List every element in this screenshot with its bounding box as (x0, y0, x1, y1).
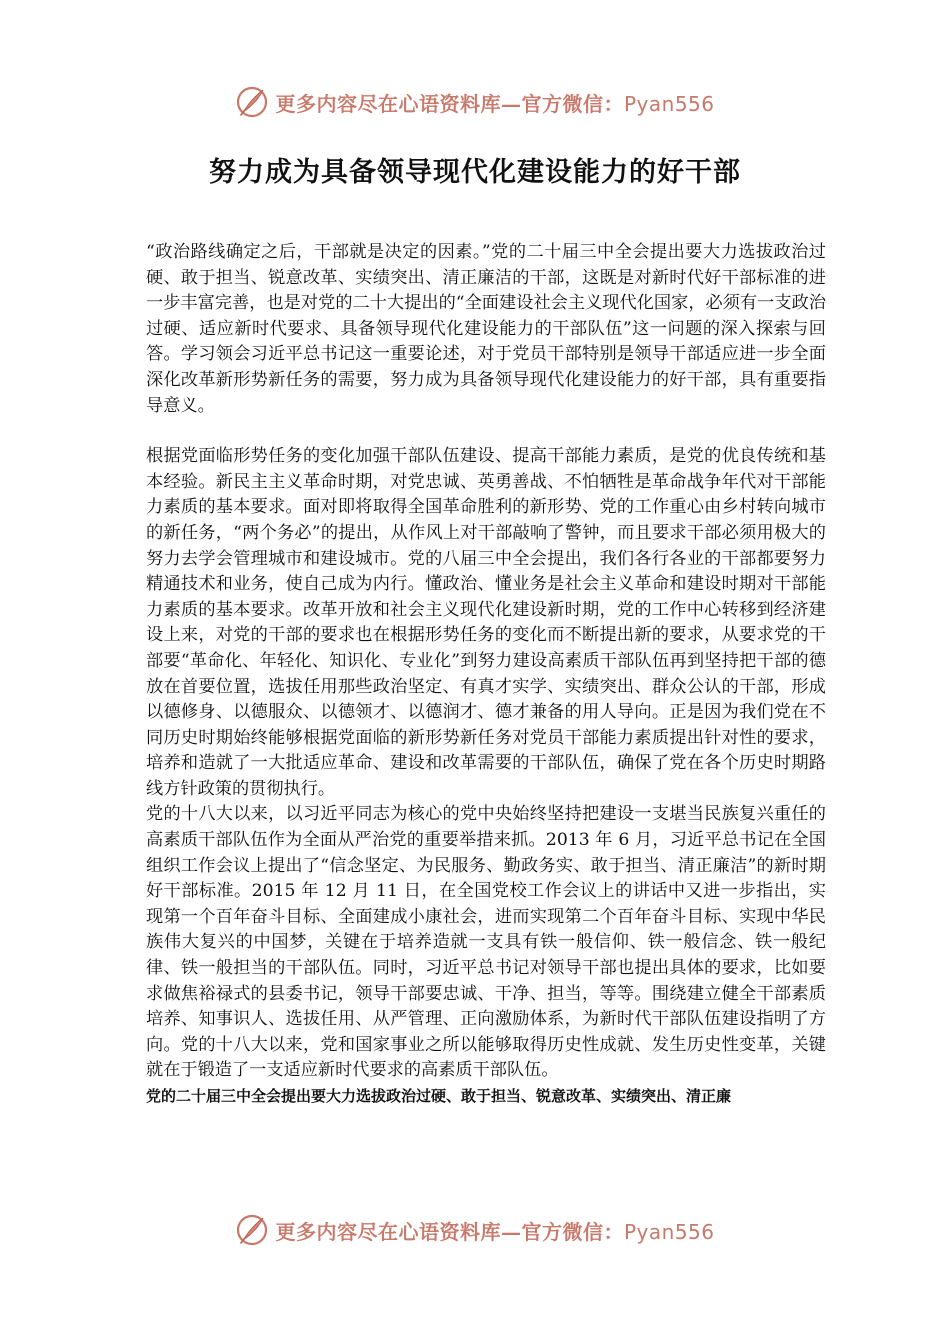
document-title: 努力成为具备领导现代化建设能力的好干部 (209, 157, 741, 188)
paragraph-3: 党的十八大以来，以习近平同志为核心的党中央始终坚持把建设一支堪当民族复兴重任的高素质干部队伍作为全面从严治党的重要举措来抓。2013 年 6 月，习近平总书记在全国组织工作会议上提出了“信念坚定、为民服务、勤政务实、敢于担当、清正廉洁”的新时期好干部标准。2015 年 12 月 11 日，在全国党校工作会议上的讲话中又进一步指出，实现第一个百年奋斗目标、全面建成小康社会，进而实现第二个百年奋斗目标、实现中华民族伟大复兴的中国梦，关键在于培养造就一支具有铁一般信仰、铁一般信念、铁一般纪律、铁一般担当的干部队伍。同时，习近平总书记对领导干部也提出具体的要求，比如要求做焦裕禄式的县委书记，领导干部要忠诚、干净、担当，等等。围绕建立健全干部素质培养、知事识人、选拔任用、从严管理、正向激励体系，为新时代干部队伍建设指明了方向。党的十八大以来，党和国家事业之所以能够取得历史性成就、发生历史性变革，关键就在于锻造了一支适应新时代要求的高素质干部队伍。 (146, 804, 826, 1081)
header-watermark (0, 80, 950, 124)
paragraph-1: “政治路线确定之后，干部就是决定的因素。”党的二十届三中全会提出要大力选拔政治过硬、敢于担当、锐意改革、实绩突出、清正廉洁的干部，这既是对新时代好干部标准的进一步丰富完善，也是对党的二十大提出的“全面建设社会主义现代化国家，必须有一支政治过硬、适应新时代要求、具备领导现代化建设能力的干部队伍”这一问题的深入探索与回答。学习领会习近平总书记这一重要论述，对于党员干部特别是领导干部适应进一步全面深化改革新形势新任务的需要，努力成为具备领导现代化建设能力的好干部，具有重要指导意义。 (146, 242, 826, 416)
document-body (146, 240, 826, 1110)
watermark-text: 更多内容尽在心语资料库—官方微信：Pyan556 (275, 91, 715, 116)
wechat-id: Pyan556 (623, 91, 715, 116)
paragraph-2: 根据党面临形势任务的变化加强干部队伍建设、提高干部能力素质，是党的优良传统和基本经验。新民主主义革命时期，对党忠诚、英勇善战、不怕牺牲是革命战争年代对干部能力素质的基本要求。面对即将取得全国革命胜利的新形势、党的工作重心由乡村转向城市的新任务，“两个务必”的提出，从作风上对干部敲响了警钟，而且要求干部必须用极大的努力去学会管理城市和建设城市。党的八届三中全会提出，我们各行各业的干部都要努力精通技术和业务，使自己成为内行。懂政治、懂业务是社会主义革命和建设时期对干部能力素质的基本要求。改革开放和社会主义现代化建设新时期，党的工作中心转移到经济建设上来，对党的干部的要求也在根据形势任务的变化而不断提出新的要求，从要求党的干部要“革命化、年轻化、知识化、专业化”到努力建设高素质干部队伍再到坚持把干部的德放在首要位置，选拔任用那些政治坚定、有真才实学、实绩突出、群众公认的干部，形成以德修身、以德服众、以德领才、以德润才、德才兼备的用人导向。正是因为我们党在不同历史时期始终能够根据党面临的新形势新任务对党员干部能力素质提出针对性的要求，培养和造就了一大批适应革命、建设和改革需要的干部队伍，确保了党在各个历史时期路线方针政策的贯彻执行。 (146, 446, 826, 799)
paragraph-4: 党的二十届三中全会提出要大力选拔政治过硬、敢于担当、锐意改革、实绩突出、清正廉 (146, 1087, 732, 1105)
feather-pen-logo-icon (235, 1213, 269, 1247)
feather-pen-logo-icon (235, 85, 269, 119)
watermark-text: 更多内容尽在心语资料库—官方微信：Pyan556 (275, 1219, 715, 1244)
wechat-id: Pyan556 (623, 1219, 715, 1244)
footer-watermark (0, 1208, 950, 1252)
